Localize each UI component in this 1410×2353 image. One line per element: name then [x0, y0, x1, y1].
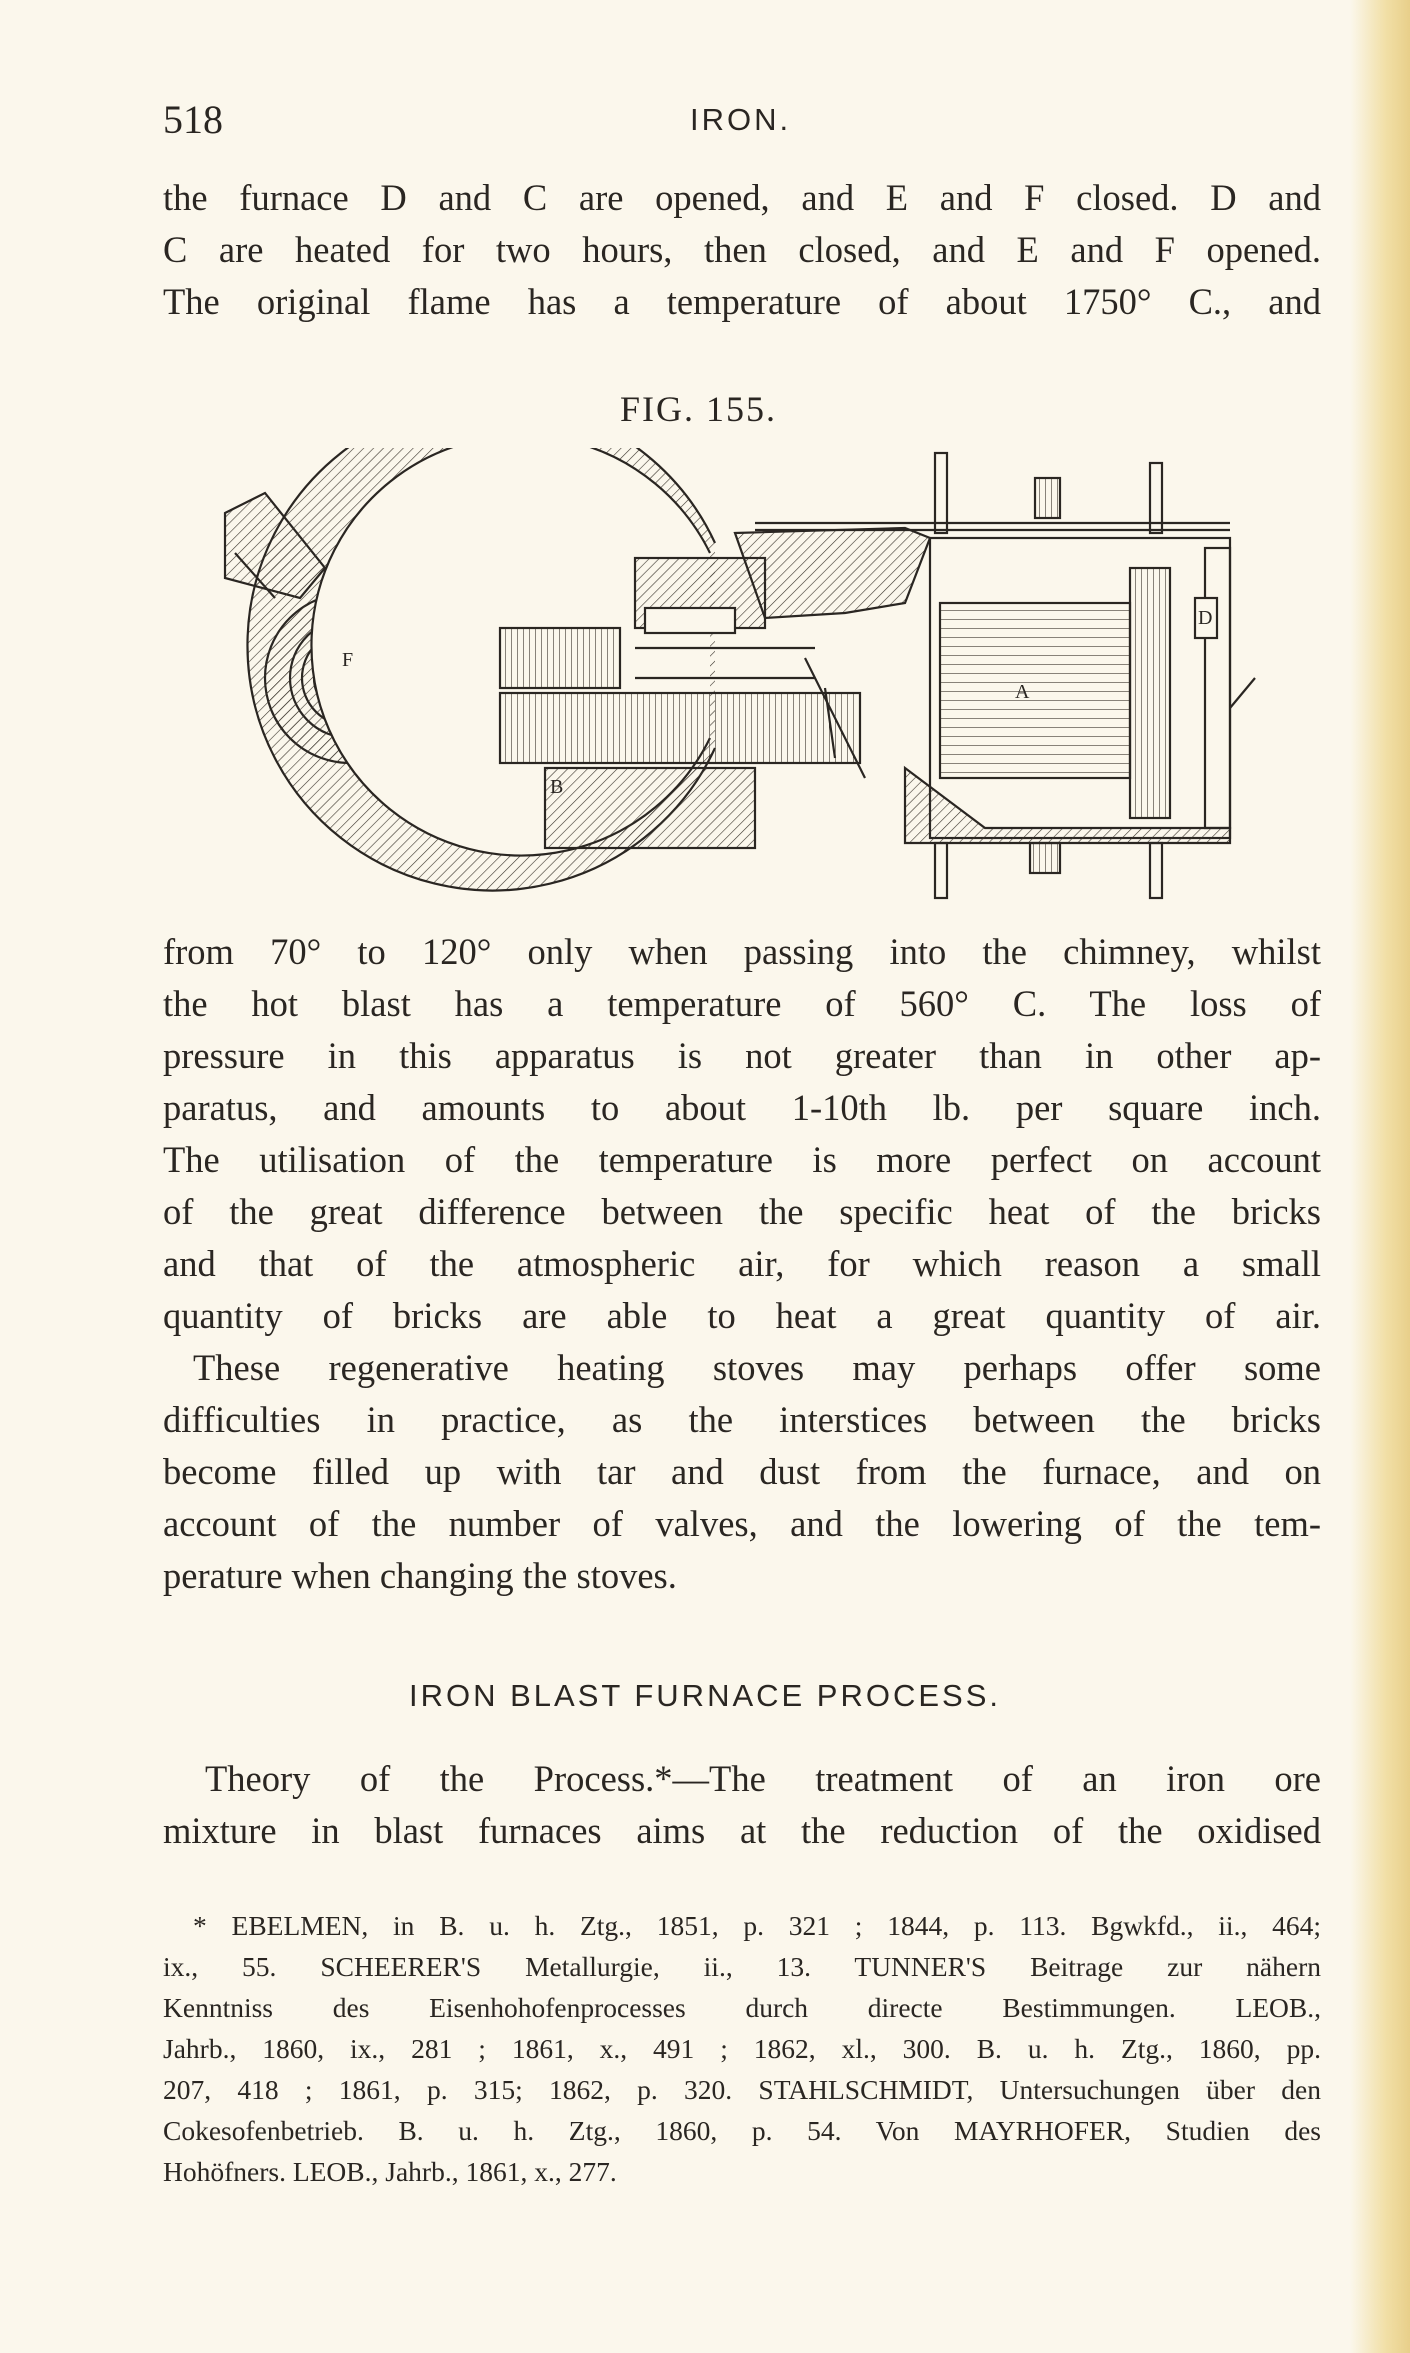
page-header — [0, 96, 1410, 146]
text-line: Theory of the Process.*—The treatment of an iron ore — [205, 1758, 1321, 1799]
label-f: F — [342, 649, 354, 671]
text-line: quantity of bricks are able to heat a great quantity of air. — [163, 1295, 1321, 1336]
stove-diagram — [205, 448, 1280, 903]
text-line: difficulties in practice, as the interstices between the bricks — [163, 1399, 1321, 1440]
figure-155-stove-diagram — [205, 448, 1280, 903]
page-edge-shadow — [1350, 0, 1410, 2353]
paragraph-3 — [163, 1753, 1321, 1857]
footnote-line: Cokesofenbetrieb. B. u. h. Ztg., 1860, p. 54. Von MAYRHOFER, Studien des — [163, 2115, 1321, 2146]
footnote-line: Hohöfners. LEOB., Jahrb., 1861, x., 277. — [163, 2156, 617, 2187]
footnote-line: ix., 55. SCHEERER'S Metallurgie, ii., 13. TUNNER'S Beitrage zur nähern — [163, 1951, 1321, 1982]
text-line: of the great difference between the specific heat of the bricks — [163, 1191, 1321, 1232]
text-line: become filled up with tar and dust from the furnace, and on — [163, 1451, 1321, 1492]
text-line: The original flame has a temperature of about 1750° C., and — [163, 281, 1321, 322]
footnote-line: Kenntniss des Eisenhohofenprocesses durch directe Bestimmungen. LEOB., — [163, 1992, 1321, 2023]
text-line: paratus, and amounts to about 1-10th lb. per square inch. — [163, 1087, 1321, 1128]
text-line: and that of the atmospheric air, for which reason a small — [163, 1243, 1321, 1284]
label-a: A — [1015, 681, 1030, 703]
text-line: account of the number of valves, and the lowering of the tem- — [163, 1503, 1321, 1544]
label-d: D — [1198, 607, 1213, 629]
text-line: C are heated for two hours, then closed, and E and F opened. — [163, 229, 1321, 270]
text-line: These regenerative heating stoves may perhaps offer some — [193, 1347, 1321, 1388]
text-line: the furnace D and C are opened, and E and F closed. D and — [163, 177, 1321, 218]
page-number: 518 — [163, 97, 223, 142]
text-line: pressure in this apparatus is not greater than in other ap- — [163, 1035, 1321, 1076]
label-b: B — [550, 776, 564, 798]
section-heading: IRON BLAST FURNACE PROCESS. — [408, 1678, 1002, 1713]
text-line: The utilisation of the temperature is more perfect on account — [163, 1139, 1321, 1180]
paragraph-2 — [163, 926, 1321, 1602]
footnote-line: * EBELMEN, in B. u. h. Ztg., 1851, p. 321 ; 1844, p. 113. Bgwkfd., ii., 464; — [193, 1910, 1321, 1941]
figure-caption: FIG. 155. — [620, 389, 778, 429]
text-line: mixture in blast furnaces aims at the reduction of the oxidised — [163, 1810, 1321, 1851]
footnote-line: 207, 418 ; 1861, p. 315; 1862, p. 320. STAHLSCHMIDT, Untersuchungen über den — [163, 2074, 1321, 2105]
footnote — [163, 1905, 1321, 2192]
paragraph-1 — [163, 172, 1321, 328]
footnote-line: Jahrb., 1860, ix., 281 ; 1861, x., 491 ; 1862, xl., 300. B. u. h. Ztg., 1860, pp. — [163, 2033, 1321, 2064]
running-title: IRON. — [690, 102, 792, 137]
text-line: the hot blast has a temperature of 560° C. The loss of — [163, 983, 1321, 1024]
text-line: perature when changing the stoves. — [163, 1555, 677, 1596]
text-line: from 70° to 120° only when passing into the chimney, whilst — [163, 931, 1321, 972]
